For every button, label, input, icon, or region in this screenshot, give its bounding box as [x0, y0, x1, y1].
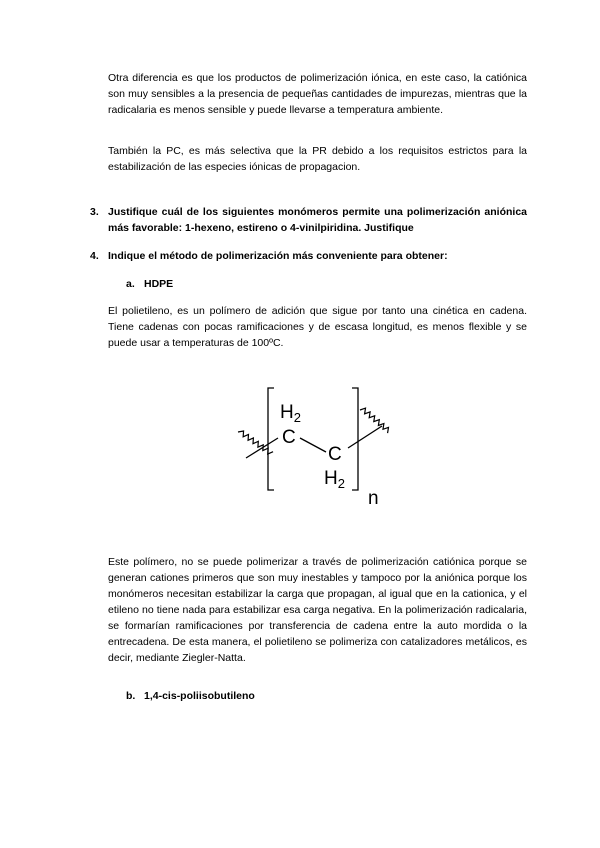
question-4-text: Indique el método de polimerización más conveniente para obtener:: [108, 250, 448, 262]
polyethylene-structure-diagram: [220, 380, 410, 510]
wavy-bond-right: [360, 406, 391, 433]
subitem-a-letter: a.: [126, 278, 135, 290]
atom-h2-bottom: $H_2$: [324, 468, 345, 491]
bracket-left: [268, 388, 274, 490]
question-3-text: Justifique cuál de los siguientes monómeros permite una polimerización aniónica más favorable: 1-hexeno, estireno o 4-vinilpiridina. Justifique: [108, 206, 527, 234]
paragraph-polymerization-method: Este polímero, no se puede polimerizar a través de polimerización catiónica porque se generan cationes primeros que son muy inestables y tampoco por la aniónica porque los monómeros necesitan estabilizar la carga que propagan, al igual que en la cationica, y el etileno no tiene nada para estabilizar esa carga negativa. En la polimerización radicalaria, se formarían ramificaciones por transferencia de cadena entre la auto mordida o la entrecadena. De esta manera, el polietileno se polimeriza con catalizadores metálicos, es decir, mediante Ziegler-Natta.: [108, 556, 527, 664]
subitem-b: [126, 688, 255, 704]
atom-c-left: C: [282, 427, 296, 448]
question-3: [90, 204, 527, 236]
atom-c-right: C: [328, 444, 342, 465]
subitem-a-text: HDPE: [144, 278, 174, 290]
question-4-number: 4.: [90, 250, 99, 262]
bracket-right: [352, 388, 358, 490]
bond-left: [246, 438, 278, 458]
subitem-b-text: 1,4-cis-poliisobutileno: [144, 690, 255, 702]
paragraph-polyethylene: El polietileno, es un polímero de adición que sigue por tanto una cinética en cadena. Tiene cadenas con pocas ramificaciones y de escasa longitud, es menos flexible y se puede usar a temperaturas de 100ºC.: [108, 305, 527, 349]
subitem-b-letter: b.: [126, 690, 136, 702]
atom-h2-top: $H_2$: [280, 402, 301, 425]
paragraph-pc-selectivity: También la PC, es más selectiva que la PR debido a los requisitos estrictos para la estabilización de las especies iónicas de propagacion.: [108, 145, 527, 173]
bond-middle: [300, 438, 326, 452]
bond-right: [348, 426, 382, 448]
subitem-a: [126, 276, 173, 292]
question-4: [90, 248, 527, 264]
paragraph-ionic-differences: Otra diferencia es que los productos de polimerización iónica, en este caso, la catiónica son muy sensibles a la presencia de pequeñas cantidades de impurezas, mientras que la radicalaria es menos sensible y puede llevarse a temperatura ambiente.: [108, 72, 527, 116]
repeat-unit-n: n: [368, 488, 379, 509]
question-3-number: 3.: [90, 206, 99, 218]
